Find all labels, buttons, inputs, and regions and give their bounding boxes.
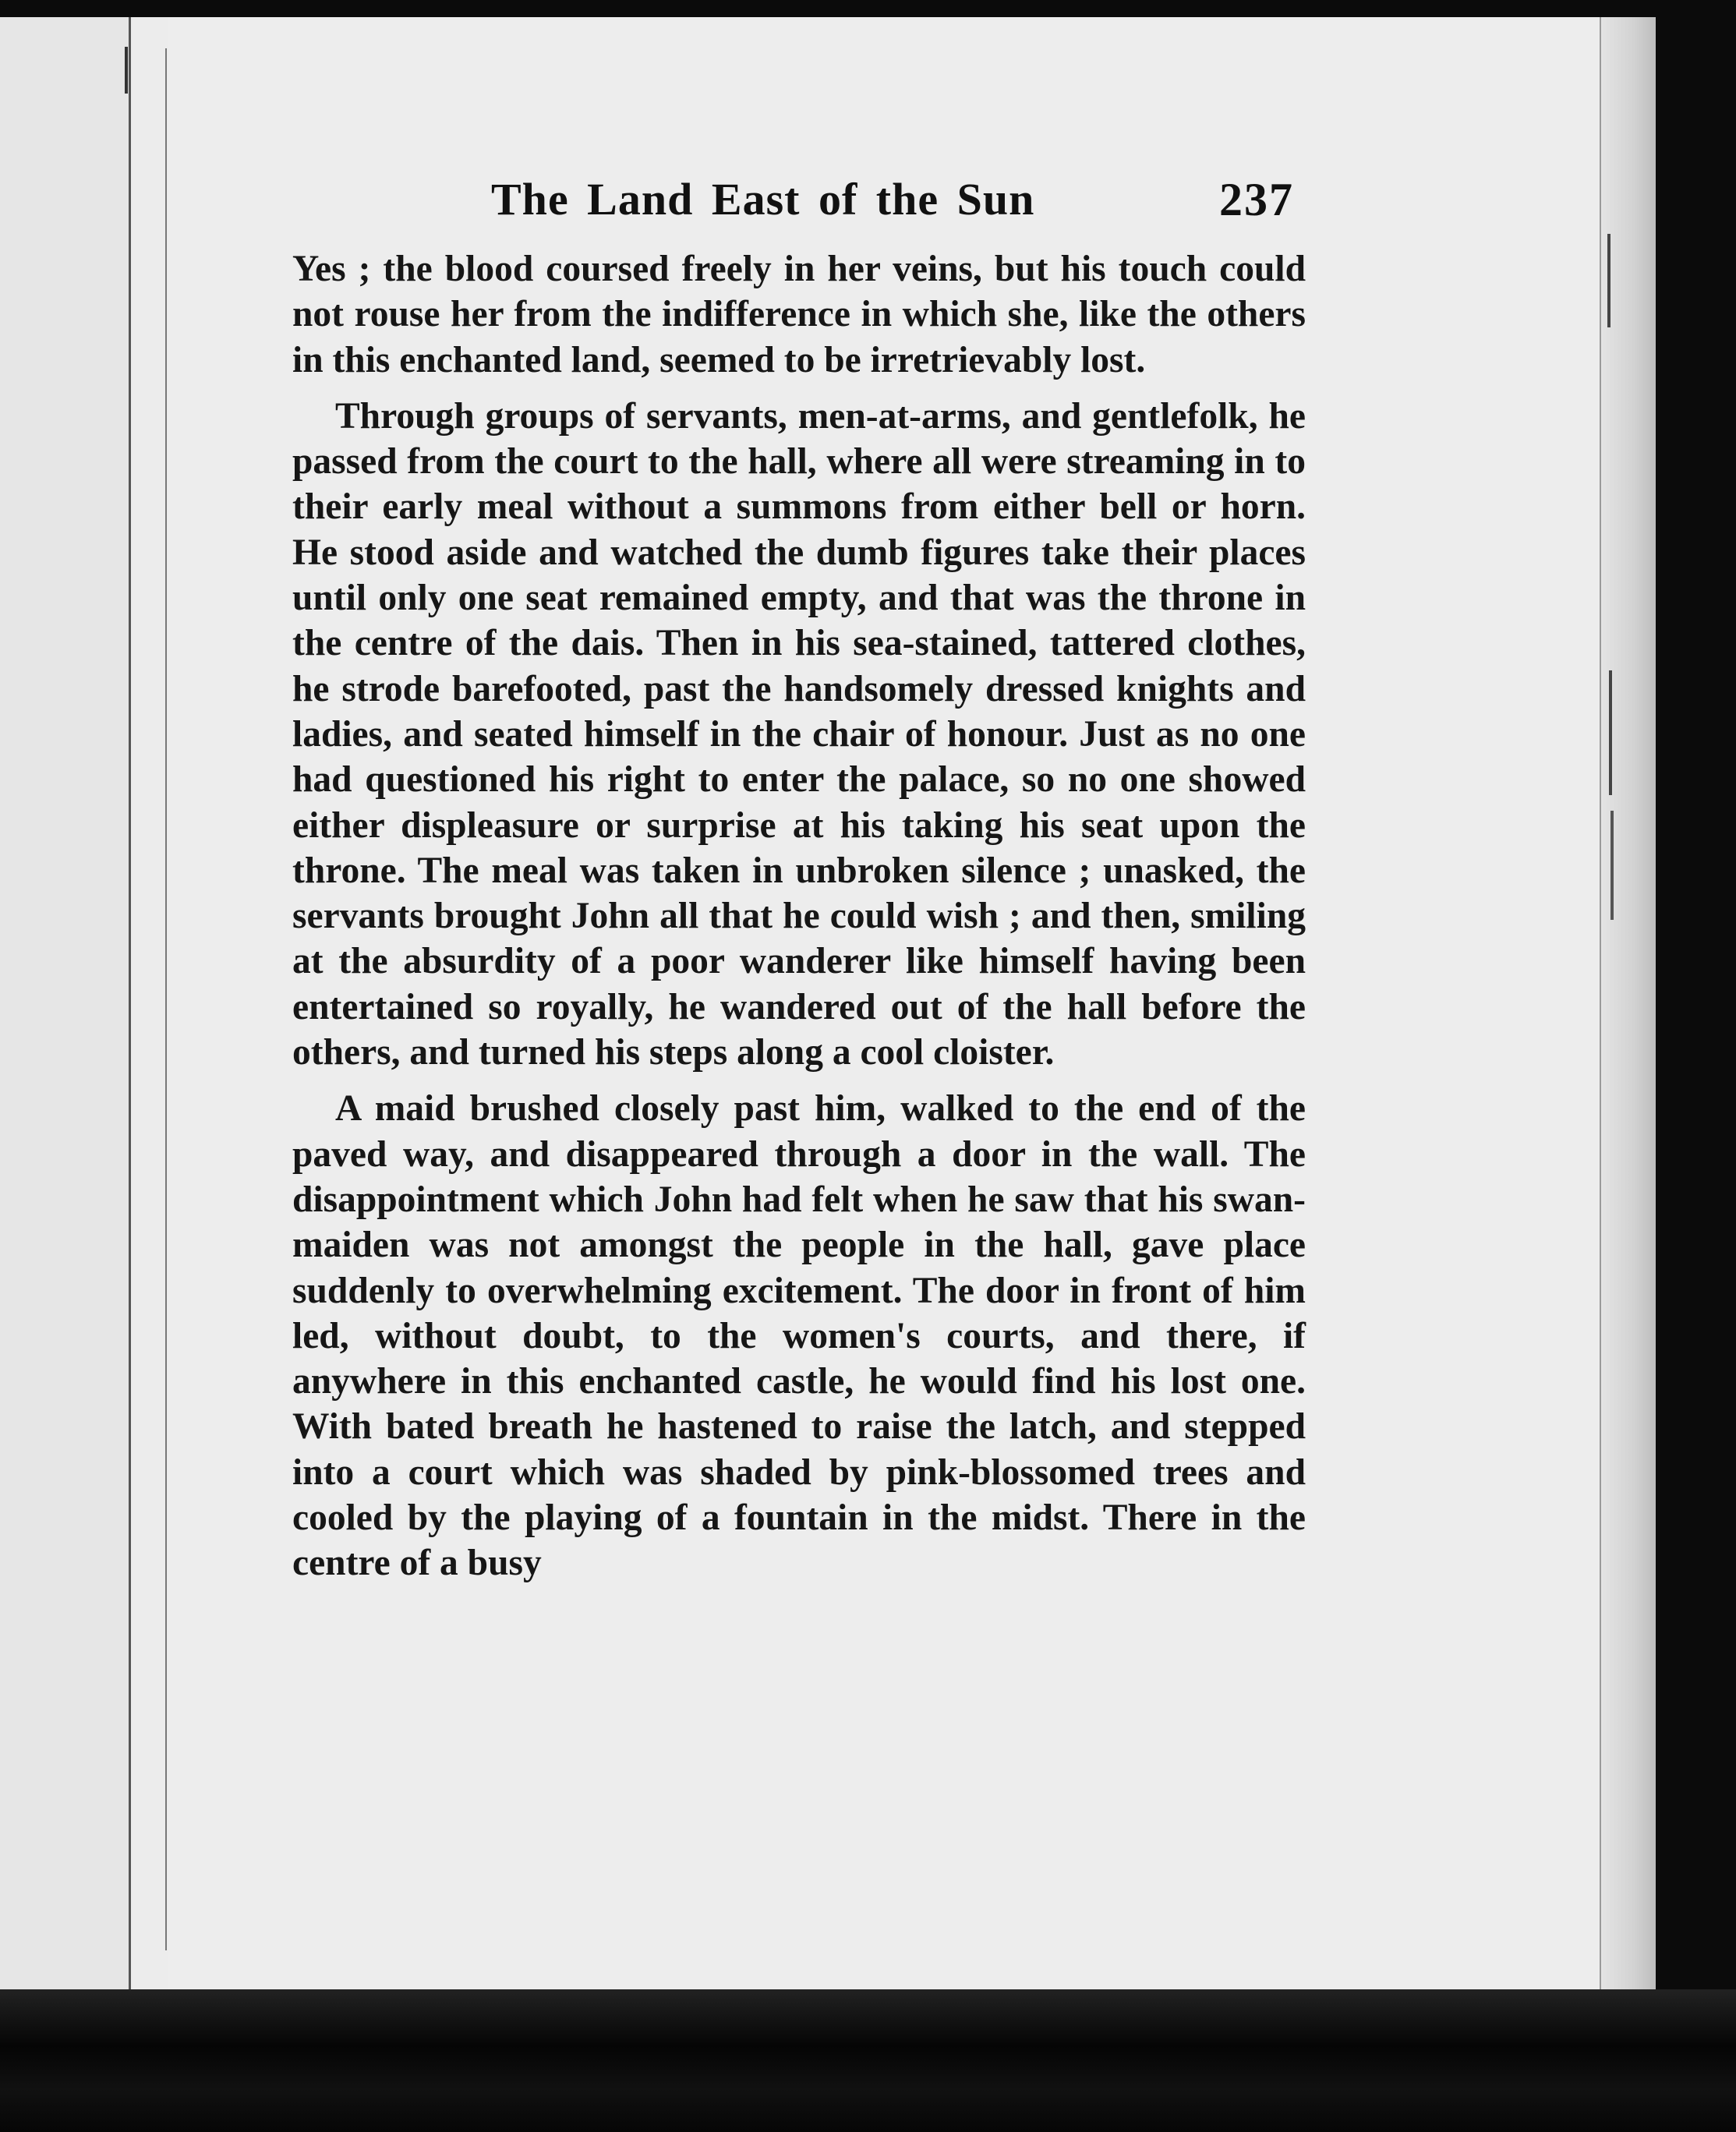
running-title: The Land East of the Sun (491, 174, 1035, 225)
paragraph-2: Through groups of servants, men-at-arms, and gentlefolk, he passed from the court to the hall, where all were streaming in to their early meal without a summons from either bell or horn. He stood aside and watched the dumb figures take their places until only one seat remained empty, and that was the throne in the centre of the dais. Then in his sea-stained, tattered clothes, he strode barefooted, past the handsomely dressed knights and ladies, and seated himself in the chair of honour. Just as no one had questioned his right to enter the palace, so no one showed either displeasure or surprise at his taking his seat upon the throne. The meal was taken in unbroken silence ; unasked, the servants brought John all that he could wish ; and then, smiling at the absurdity of a poor wanderer like himself having been entertained so royally, he wandered out of the hall before the others, and turned his steps along a cool cloister. (292, 395, 1306, 1073)
margin-mark (1609, 670, 1612, 795)
margin-mark (1607, 234, 1610, 327)
body-text (292, 246, 1306, 1586)
scanner-shadow (0, 1989, 1736, 2132)
gutter-line (165, 48, 167, 1950)
facing-page-edge (0, 17, 131, 1989)
margin-mark (125, 47, 128, 94)
page-number: 237 (1219, 174, 1294, 225)
paragraph-3: A maid brushed closely past him, walked to the end of the paved way, and disappeared through a door in the wall. The disappointment which John had felt when he saw that his swan-maiden was not amongst the people in the hall, gave place suddenly to overwhelming excitement. The door in front of him led, without doubt, to the women's courts, and there, if anywhere in this enchanted castle, he would find his lost one. With bated breath he hastened to raise the latch, and stepped into a court which was shaded by pink-blossomed trees and cooled by the playing of a fountain in the midst. There in the centre of a busy (292, 1088, 1306, 1584)
running-head (491, 173, 1294, 235)
margin-mark (1610, 811, 1614, 920)
paragraph-1: Yes ; the blood coursed freely in her veins, but his touch could not rouse her from the indifference in which she, like the others in this enchanted land, seemed to be irretrievably lost. (292, 249, 1306, 380)
